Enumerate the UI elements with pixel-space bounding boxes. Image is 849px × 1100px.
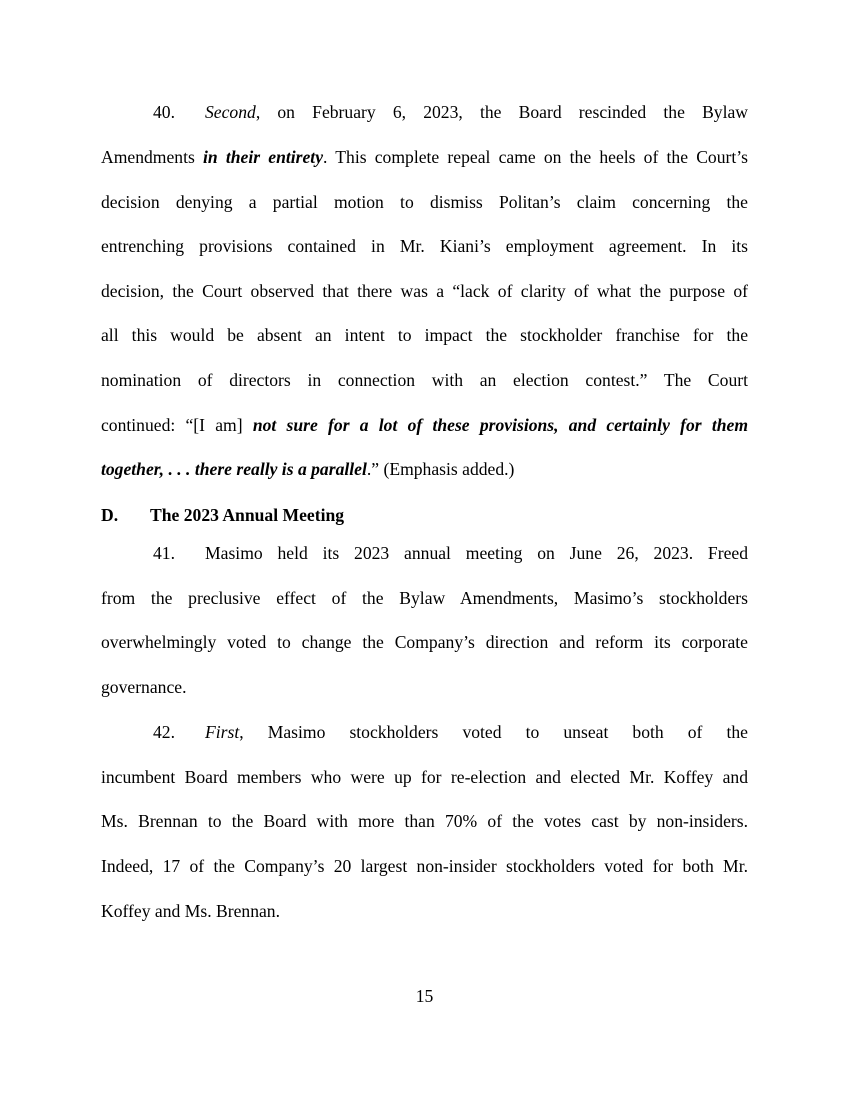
paragraph-line: overwhelmingly voted to change the Company’s direction and reform its corporate xyxy=(101,632,748,652)
emphasis-bold-italic: together, . . . there really is a parallel xyxy=(101,459,367,479)
paragraph-line: Amendments in their entirety. This complete repeal came on the heels of the Court’s xyxy=(101,147,749,167)
paragraph-line: continued: “[I am] not sure for a lot of these provisions, and certainly for them xyxy=(101,415,748,435)
paragraph-line: 40. Second, on February 6, 2023, the Board rescinded the Bylaw xyxy=(153,102,748,122)
paragraph-number: 41. xyxy=(153,543,175,563)
emphasis-bold-italic: in their entirety xyxy=(203,147,324,167)
paragraph-number: 42. xyxy=(153,722,175,742)
paragraph-line: Koffey and Ms. Brennan. xyxy=(101,901,280,921)
paragraph-line: entrenching provisions contained in Mr. Kiani’s employment agreement. In its xyxy=(101,236,748,256)
paragraph-line: incumbent Board members who were up for re-election and elected Mr. Koffey and xyxy=(101,767,748,787)
paragraph-line: 41. Masimo held its 2023 annual meeting on June 26, 2023. Freed xyxy=(153,543,748,563)
paragraph-line: all this would be absent an intent to impact the stockholder franchise for the xyxy=(101,325,748,345)
paragraph-line: from the preclusive effect of the Bylaw Amendments, Masimo’s stockholders xyxy=(101,588,748,608)
paragraph-line: 42. First, Masimo stockholders voted to unseat both of the xyxy=(153,722,748,742)
section-heading xyxy=(101,504,748,526)
paragraph-line: governance. xyxy=(101,677,187,697)
paragraph-line: decision, the Court observed that there was a “lack of clarity of what the purpose of xyxy=(101,281,748,301)
section-label: D. xyxy=(101,505,119,525)
paragraph-line: Indeed, 17 of the Company’s 20 largest non-insider stockholders voted for both Mr. xyxy=(101,856,748,876)
paragraph-line: Ms. Brennan to the Board with more than 70% of the votes cast by non-insiders. xyxy=(101,811,748,831)
emphasis-lead: First xyxy=(205,722,240,742)
paragraph-line: together, . . . there really is a parallel.” (Emphasis added.) xyxy=(101,459,515,479)
paragraph-number: 40. xyxy=(153,102,175,122)
emphasis-bold-italic: not sure for a lot of these provisions, and certainly for them xyxy=(252,415,748,435)
page-number: 15 xyxy=(415,986,434,1006)
section-title: The 2023 Annual Meeting xyxy=(150,505,345,525)
emphasis-lead: Second xyxy=(205,102,256,122)
paragraph-line: nomination of directors in connection with an election contest.” The Court xyxy=(101,370,748,390)
paragraph-line: decision denying a partial motion to dismiss Politan’s claim concerning the xyxy=(101,192,748,212)
